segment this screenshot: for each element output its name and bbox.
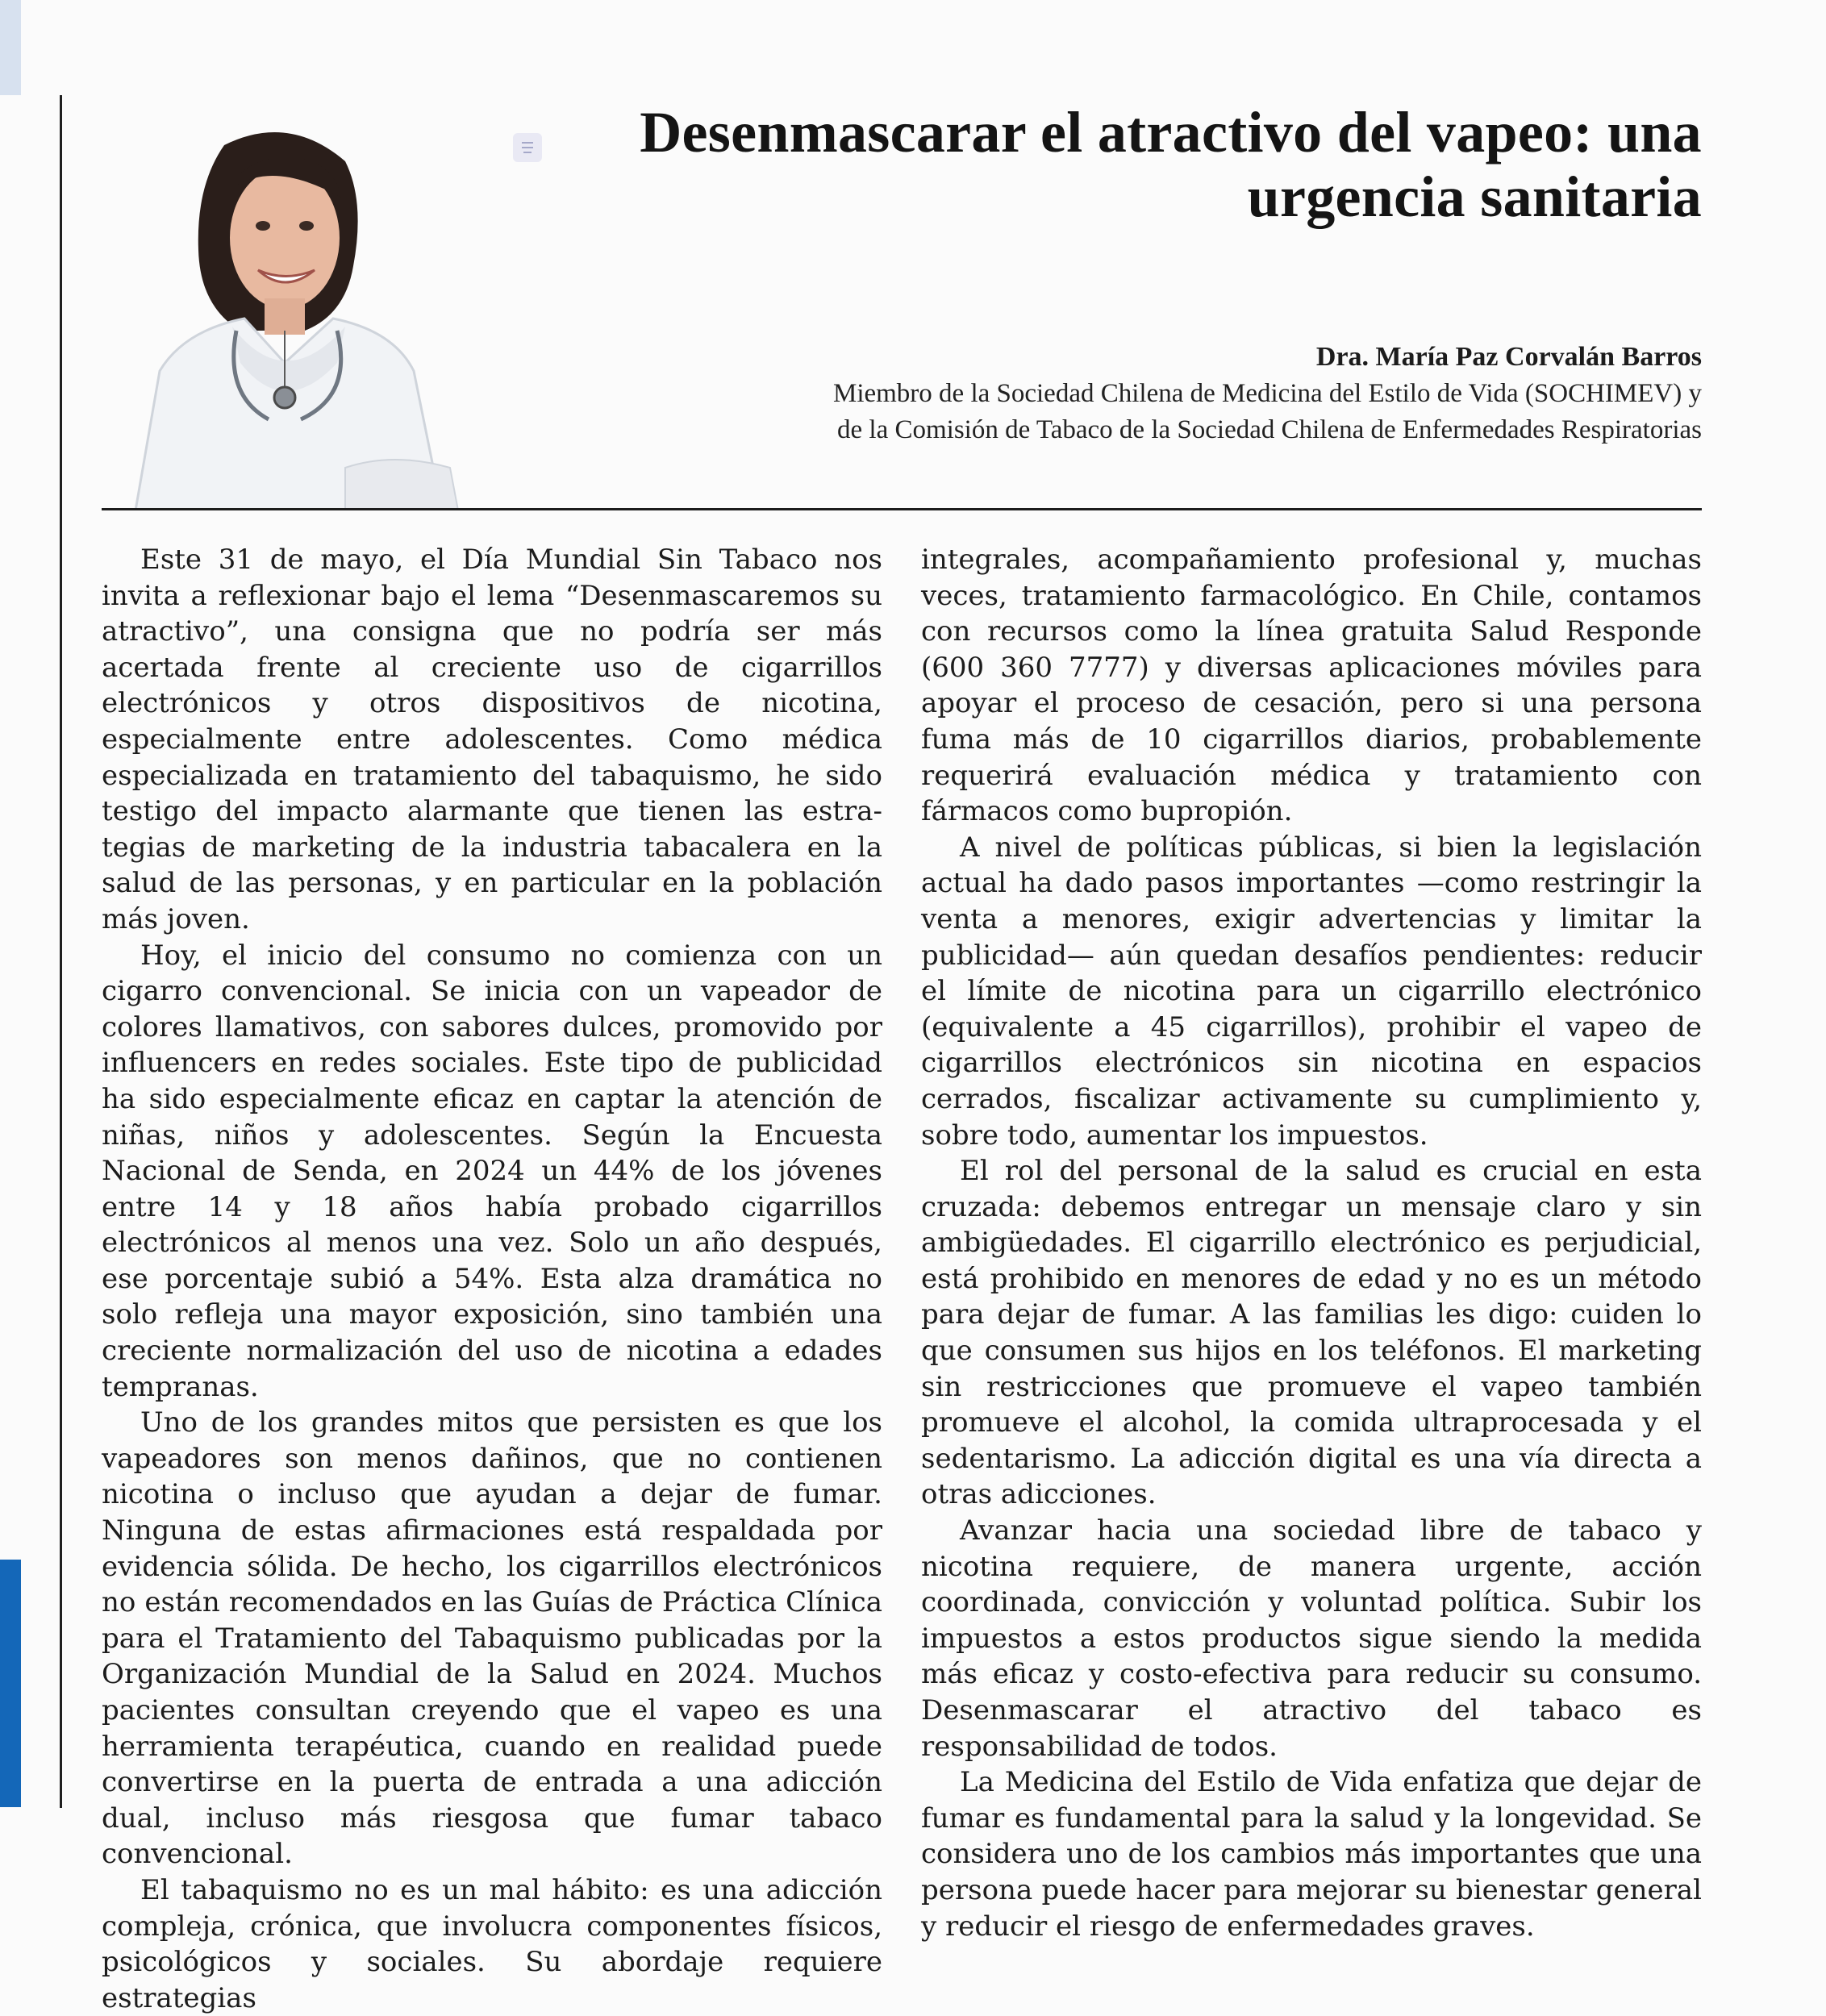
author-name: Dra. María Paz Corvalán Barros <box>1315 342 1702 372</box>
article-title: Desenmascarar el atractivo del vapeo: una urgencia sanitaria <box>640 100 1702 229</box>
article-paragraph: El tabaquismo no es un mal hábito: es una adicción compleja, crónica, que involucra componentes físicos, psicológicos y sociales. Su abordaje requiere estrategias <box>102 1873 882 2014</box>
article-paragraph: Este 31 de mayo, el Día Mundial Sin Tabaco nos invita a reflexionar bajo el lema “Desenmascaremos su atractivo”, una consigna que no podría ser más acertada frente al creciente uso de cigarrillos electrónicos y otros dispositivos de nicotina, especialmente entre adolescentes. Como médica especializada en tratamiento del tabaquismo, he sido testigo del impacto alarmante que tienen las estrategias de marketing de la industria tabacalera en la salud de las personas, y en particular en la población más joven. <box>102 544 882 935</box>
header-divider <box>102 508 1702 510</box>
article-paragraph: Avanzar hacia una sociedad libre de tabaco y nicotina requiere, de manera urgente, acción coordinada, convicción y voluntad política. Subir los impuestos a estos productos sigue siendo la medida más eficaz y costo-efectiva para reducir su consumo. Desenmascarar el atractivo del tabaco es responsabilidad de todos. <box>921 1514 1702 1763</box>
article-paragraph: A nivel de políticas públicas, si bien la legislación actual ha dado pasos importantes —como restringir la venta a menores, exigir advertencias y limitar la publicidad— aún quedan desafíos pendientes: reducir el límite de nicotina para un cigarrillo electrónico (equivalente a 45 cigarrillos), prohibir el vapeo de cigarrillos electrónicos sin nicotina en espacios cerrados, fiscalizar activamente su cumplimiento y, sobre todo, aumentar los impuestos. <box>921 831 1702 1152</box>
article-column-right <box>921 542 1702 1944</box>
author-photo <box>103 129 511 510</box>
page-margin-rule <box>60 95 62 1808</box>
article-paragraph: El rol del personal de la salud es crucial en esta cruzada: debemos entregar un mensaje claro y sin ambigüedades. El cigarrillo electrónico es perjudicial, está prohibido en menores de edad y no es un método para dejar de fumar. A las familias les digo: cuiden lo que consumen sus hijos en los teléfonos. El marketing sin restricciones que promueve el vapeo también promueve el alcohol, la comida ultraprocesada y el sedentarismo. La adicción digital es una vía directa a otras adicciones. <box>921 1155 1702 1511</box>
page-edge-top <box>0 0 21 95</box>
author-affiliation: Miembro de la Sociedad Chilena de Medicina del Estilo de Vida (SOCHIMEV) y de la Comisión de Tabaco de la Sociedad Chilena de Enfermedades Respiratorias <box>832 379 1702 444</box>
article-paragraph: Uno de los grandes mitos que persisten es que los vapeadores son menos dañinos, que no contienen nicotina o incluso que ayudan a dejar de fumar. Ninguna de estas afirmaciones está respaldada por evidencia sólida. De hecho, los cigarrillos electrónicos no están recomendados en las Guías de Práctica Clínica para el Tratamiento del Tabaquismo publicadas por la Organización Mundial de la Salud en 2024. Muchos pacientes consultan creyendo que el vapeo es una herramienta terapéutica, cuando en realidad puede convertirse en la puerta de entrada a una adicción dual, incluso más riesgosa que fumar tabaco convencional. <box>102 1406 882 1871</box>
article-column-left <box>102 542 882 2016</box>
article-paragraph: Hoy, el inicio del consumo no comienza con un cigarro convencional. Se inicia con un vapeador de colores llamativos, con sabores dulces, promovido por influencers en redes sociales. Este tipo de publicidad ha sido especialmente eficaz en captar la atención de niñas, niños y adolescentes. Según la Encuesta Nacional de Senda, en 2024 un 44% de los jóvenes entre 14 y 18 años había probado cigarrillos electrónicos al menos una vez. Solo un año después, ese porcentaje subió a 54%. Esta alza dramática no solo refleja una mayor exposición, sino también una creciente normalización del uso de nicotina a edades tempranas. <box>102 939 882 1403</box>
page-edge-bookmark <box>0 1560 21 1807</box>
article-paragraph: integrales, acompañamiento profesional y, muchas veces, tratamiento farmacológico. En Chile, contamos con recursos como la línea gratuita Salud Responde (600 360 7777) y diversas aplicaciones móviles para apoyar el proceso de cesación, pero si una persona fuma más de 10 cigarrillos diarios, probablemente requerirá evaluación médica y tratamiento con fármacos como bupropión. <box>921 544 1702 828</box>
article-paragraph: La Medicina del Estilo de Vida enfatiza que dejar de fumar es fundamental para la salud y la longevidad. Se considera uno de los cambios más importantes que una persona puede hacer para mejorar su bienestar general y reducir el riesgo de enfermedades graves. <box>921 1766 1702 1943</box>
byline <box>815 339 1702 448</box>
note-icon[interactable] <box>513 133 542 162</box>
